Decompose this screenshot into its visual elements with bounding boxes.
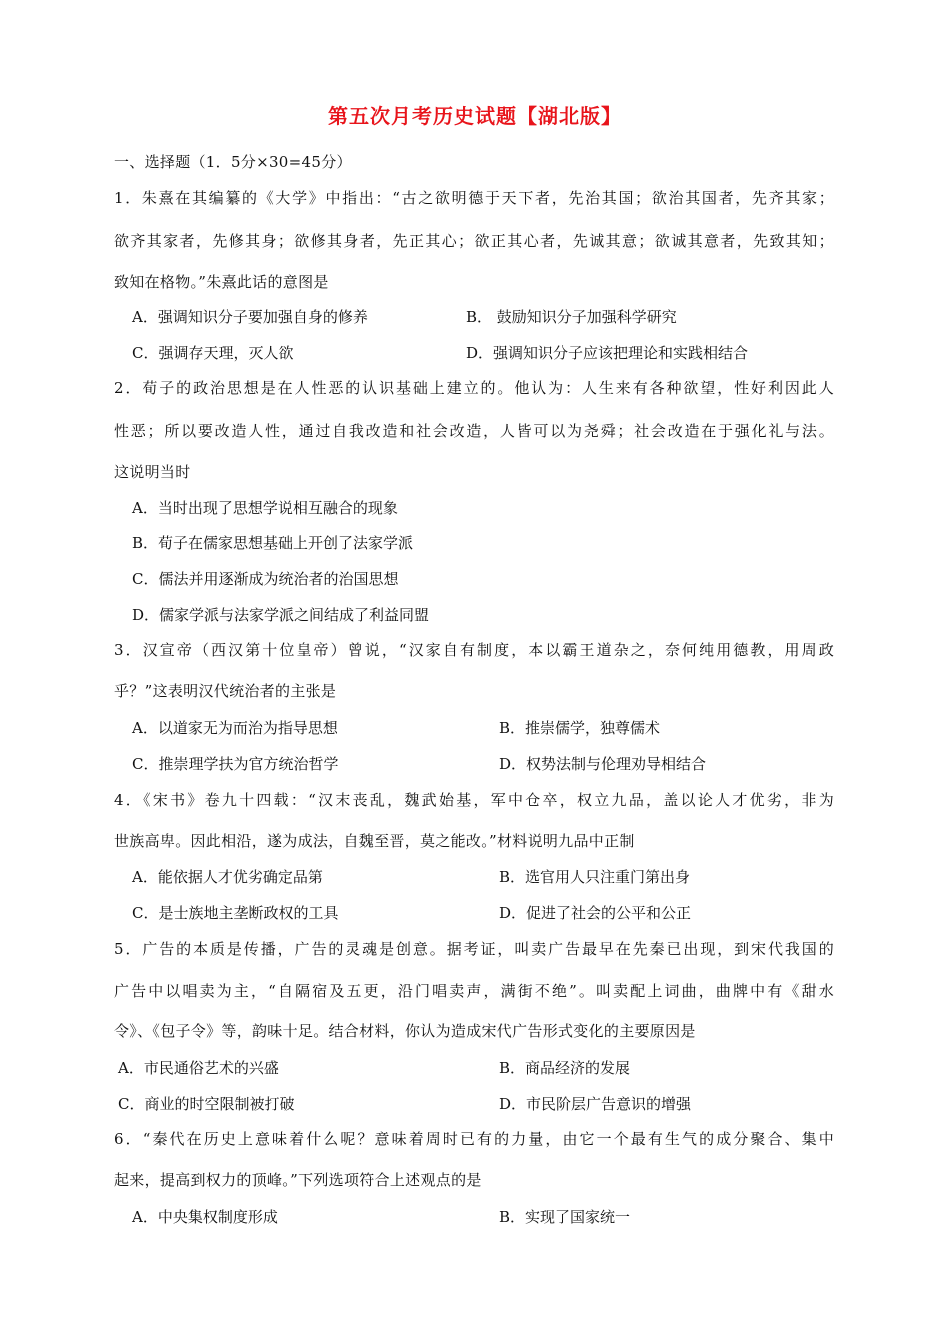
question-1-option-c: C．强调存天理，灭人欲	[132, 344, 294, 362]
question-2-option-b: B．荀子在儒家思想基础上开创了法家学派	[132, 534, 414, 552]
question-6-line-1: 6．“秦代在历史上意味着什么呢？意味着周时已有的力量，由它一个最有生气的成分聚合、集中	[114, 1130, 834, 1148]
section-heading: 一、选择题（1．5分×30=45分）	[114, 153, 352, 171]
question-6-option-b: B．实现了国家统一	[499, 1208, 631, 1226]
question-1-line-1: 1．朱熹在其编纂的《大学》中指出：“古之欲明德于天下者，先治其国；欲治其国者，先齐其家；	[114, 189, 834, 207]
question-4-option-a: A．能依据人才优劣确定品第	[132, 868, 323, 886]
question-2-option-c: C．儒法并用逐渐成为统治者的治国思想	[132, 570, 399, 588]
question-3-line-2: 乎？”这表明汉代统治者的主张是	[114, 682, 337, 700]
question-4-line-1: 4．《宋书》卷九十四载：“汉末丧乱，魏武始基，军中仓卒，权立九品，盖以论人才优劣，非为	[114, 791, 834, 809]
question-5-line-1: 5．广告的本质是传播，广告的灵魂是创意。据考证，叫卖广告最早在先秦已出现，到宋代我国的	[114, 940, 834, 958]
question-5-option-a: A．市民通俗艺术的兴盛	[118, 1059, 279, 1077]
question-1-option-a: A．强调知识分子要加强自身的修养	[132, 308, 368, 326]
question-2-option-d: D．儒家学派与法家学派之间结成了利益同盟	[132, 606, 430, 624]
question-3-line-1: 3．汉宣帝（西汉第十位皇帝）曾说，“汉家自有制度，本以霸王道杂之，奈何纯用德教，用周政	[114, 641, 834, 659]
question-5-option-d: D．市民阶层广告意识的增强	[499, 1095, 692, 1113]
question-3-option-a: A．以道家无为而治为指导思想	[132, 719, 338, 737]
question-6-line-2: 起来，提高到权力的顶峰。”下列选项符合上述观点的是	[114, 1171, 482, 1189]
question-1-line-2: 欲齐其家者，先修其身；欲修其身者，先正其心；欲正其心者，先诚其意；欲诚其意者，先致其知；	[114, 232, 834, 250]
question-4-option-c: C．是士族地主垄断政权的工具	[132, 904, 339, 922]
question-5-option-b: B．商品经济的发展	[499, 1059, 631, 1077]
question-2-line-2: 性恶；所以要改造人性，通过自我改造和社会改造，人皆可以为尧舜；社会改造在于强化礼与法。	[114, 422, 834, 440]
question-2-line-1: 2．荀子的政治思想是在人性恶的认识基础上建立的。他认为：人生来有各种欲望，性好利因此人	[114, 379, 834, 397]
question-5-option-c: C．商业的时空限制被打破	[118, 1095, 295, 1113]
question-5-line-2: 广告中以唱卖为主，“自隔宿及五更，沿门唱卖声，满街不绝”。叫卖配上词曲，曲牌中有《甜水	[114, 982, 834, 1000]
question-3-option-d: D．权势法制与伦理劝导相结合	[499, 755, 707, 773]
question-1-option-d: D．强调知识分子应该把理论和实践相结合	[466, 344, 749, 362]
question-4-option-d: D．促进了社会的公平和公正	[499, 904, 692, 922]
question-4-option-b: B．选官用人只注重门第出身	[499, 868, 691, 886]
question-2-option-a: A．当时出现了思想学说相互融合的现象	[132, 499, 398, 517]
question-4-line-2: 世族高卑。因此相沿，遂为成法，自魏至晋，莫之能改。”材料说明九品中正制	[114, 832, 635, 850]
question-3-option-c: C．推崇理学扶为官方统治哲学	[132, 755, 339, 773]
question-2-line-3: 这说明当时	[114, 463, 191, 481]
page-title: 第五次月考历史试题【湖北版】	[328, 104, 622, 128]
question-1-option-b: B． 鼓励知识分子加强科学研究	[466, 308, 677, 326]
question-1-line-3: 致知在格物。”朱熹此话的意图是	[114, 273, 329, 291]
question-6-option-a: A．中央集权制度形成	[132, 1208, 278, 1226]
question-3-option-b: B．推崇儒学，独尊儒术	[499, 719, 661, 737]
question-5-line-3: 令》、《包子令》等，韵味十足。结合材料，你认为造成宋代广告形式变化的主要原因是	[114, 1022, 696, 1040]
